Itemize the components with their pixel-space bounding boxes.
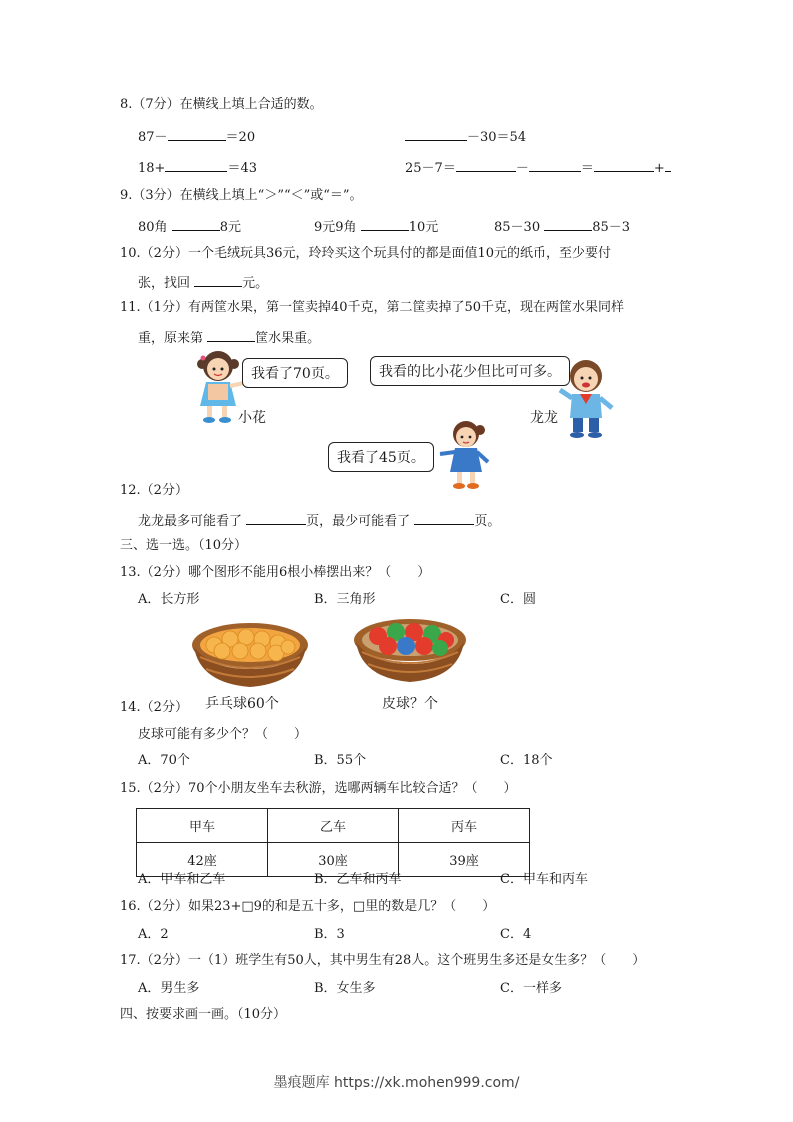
q13-stem: 13.（2分）哪个图形不能用6根小棒摆出来？（ ） bbox=[120, 565, 431, 580]
q16-option-a[interactable]: A．2 bbox=[138, 927, 169, 942]
q8-row2-right bbox=[405, 158, 671, 177]
q8-r2b-pre: 25－7＝ bbox=[405, 161, 456, 176]
answer-blank[interactable] bbox=[544, 217, 592, 231]
answer-blank[interactable] bbox=[361, 217, 409, 231]
q8-stem: 8.（7分）在横线上填上合适的数。 bbox=[120, 97, 323, 112]
answer-blank[interactable] bbox=[168, 127, 226, 141]
q14-option-c[interactable]: C．18个 bbox=[500, 753, 553, 768]
keke-girl-illustration bbox=[438, 418, 496, 494]
answer-blank[interactable] bbox=[594, 158, 654, 172]
q9-b-post: 10元 bbox=[408, 220, 439, 235]
q14-stem: 14.（2分） bbox=[120, 700, 188, 715]
table-cell: 30座 bbox=[268, 843, 399, 877]
answer-blank[interactable] bbox=[207, 328, 255, 342]
q8-row2-left bbox=[138, 158, 257, 177]
q16-option-b[interactable]: B．3 bbox=[314, 927, 345, 942]
q14-question: 皮球可能有多少个？（ ） bbox=[138, 727, 308, 742]
answer-blank[interactable] bbox=[414, 511, 474, 525]
speech-bubble-longlong: 我看的比小花少但比可可多。 bbox=[370, 356, 570, 386]
q8-r1a-pre: 87－ bbox=[138, 130, 168, 145]
car-seat-table bbox=[136, 808, 530, 877]
q9-stem: 9.（3分）在横线上填上“＞”“＜”或“＝”。 bbox=[120, 188, 363, 203]
q16-option-c[interactable]: C．4 bbox=[500, 927, 532, 942]
answer-blank[interactable] bbox=[456, 158, 516, 172]
q9-a-post: 8元 bbox=[219, 220, 241, 235]
q14-option-b[interactable]: B．55个 bbox=[314, 753, 367, 768]
q15-option-a[interactable]: A．甲车和乙车 bbox=[138, 872, 226, 887]
q8-r2a-post: ＝43 bbox=[227, 161, 257, 176]
q17-option-c[interactable]: C．一样多 bbox=[500, 981, 562, 996]
q15-stem: 15.（2分）70个小朋友坐车去秋游，选哪两辆车比较合适？（ ） bbox=[120, 781, 517, 796]
q13-option-a[interactable]: A．长方形 bbox=[138, 592, 200, 607]
table-header: 乙车 bbox=[268, 809, 399, 843]
q11-line2-pre: 重，原来第 bbox=[138, 331, 204, 346]
answer-blank[interactable] bbox=[405, 127, 467, 141]
q12-line-mid: 页，最少可能看了 bbox=[306, 514, 411, 529]
q14-option-a[interactable]: A．70个 bbox=[138, 753, 190, 768]
q17-option-b[interactable]: B．女生多 bbox=[314, 981, 376, 996]
table-header: 丙车 bbox=[399, 809, 530, 843]
q13-option-c[interactable]: C．圆 bbox=[500, 592, 536, 607]
q9-a bbox=[138, 217, 241, 236]
q12-line bbox=[138, 511, 500, 530]
speech-bubble-keke: 我看了45页。 bbox=[328, 442, 434, 472]
q10-line1: 10.（2分）一个毛绒玩具36元，玲玲买这个玩具付的都是面值10元的纸币，至少要付 bbox=[120, 246, 612, 261]
q17-option-a[interactable]: A．男生多 bbox=[138, 981, 200, 996]
name-xiaohua: 小花 bbox=[238, 410, 266, 426]
answer-blank[interactable] bbox=[246, 511, 306, 525]
q15-option-b[interactable]: B．乙车和丙车 bbox=[314, 872, 402, 887]
q15-option-c[interactable]: C．甲车和丙车 bbox=[500, 872, 588, 887]
q8-r2b-plus: + bbox=[653, 161, 665, 176]
q16-stem: 16.（2分）如果23+□9的和是五十多，□里的数是几？（ ） bbox=[120, 899, 496, 914]
q12-line-post: 页。 bbox=[474, 514, 501, 529]
q8-r2a-pre: 18+ bbox=[138, 161, 166, 176]
q9-c-pre: 85－30 bbox=[494, 220, 541, 235]
table-cell: 39座 bbox=[399, 843, 530, 877]
speech-bubble-xiaohua: 我看了70页。 bbox=[242, 358, 348, 388]
table-header-row bbox=[137, 809, 530, 843]
footer-watermark[interactable]: 墨痕题库 https://xk.mohen999.com/ bbox=[273, 1075, 520, 1091]
q8-row1-right bbox=[405, 127, 526, 146]
q9-c bbox=[494, 217, 630, 236]
q9-c-post: 85－3 bbox=[592, 220, 631, 235]
q17-stem: 17.（2分）一（1）班学生有50人，其中男生有28人。这个班男生多还是女生多？（ ） bbox=[120, 953, 646, 968]
answer-blank[interactable] bbox=[529, 158, 581, 172]
q10-line2-pre: 张，找回 bbox=[138, 276, 191, 291]
q11-line2 bbox=[138, 328, 320, 347]
q8-r1b-post: －30＝54 bbox=[467, 130, 527, 145]
q11-line2-post: 筐水果重。 bbox=[255, 331, 321, 346]
q9-a-pre: 80角 bbox=[138, 220, 168, 235]
answer-blank[interactable] bbox=[172, 217, 220, 231]
q9-b-pre: 9元9角 bbox=[314, 220, 357, 235]
answer-blank[interactable] bbox=[665, 158, 671, 172]
section-4-title: 四、按要求画一画。（10分） bbox=[120, 1007, 287, 1022]
table-header: 甲车 bbox=[137, 809, 268, 843]
longlong-boy-illustration bbox=[558, 356, 618, 440]
section-3-title: 三、选一选。（10分） bbox=[120, 538, 248, 553]
ping-pong-label: 乒乓球60个 bbox=[205, 696, 279, 712]
ball-label: 皮球？个 bbox=[382, 696, 438, 712]
q10-line2 bbox=[138, 273, 268, 292]
name-longlong: 龙龙 bbox=[530, 410, 558, 426]
q10-line2-post: 元。 bbox=[242, 276, 269, 291]
ball-basket-illustration bbox=[352, 614, 468, 690]
q8-r2b-eq: ＝ bbox=[580, 161, 594, 176]
q13-option-b[interactable]: B．三角形 bbox=[314, 592, 376, 607]
ping-pong-basket-illustration bbox=[190, 617, 310, 695]
q8-r1a-post: ＝20 bbox=[225, 130, 256, 145]
q8-row1-left bbox=[138, 127, 255, 146]
q12-stem: 12.（2分） bbox=[120, 483, 188, 498]
table-cell: 42座 bbox=[137, 843, 268, 877]
q11-line1: 11.（1分）有两筐水果，第一筐卖掉40千克，第二筐卖掉了50千克，现在两筐水果同样 bbox=[120, 300, 625, 315]
q12-line-pre: 龙龙最多可能看了 bbox=[138, 514, 243, 529]
answer-blank[interactable] bbox=[165, 158, 227, 172]
q8-r2b-minus: － bbox=[515, 161, 529, 176]
q9-b bbox=[314, 217, 438, 236]
answer-blank[interactable] bbox=[194, 273, 242, 287]
